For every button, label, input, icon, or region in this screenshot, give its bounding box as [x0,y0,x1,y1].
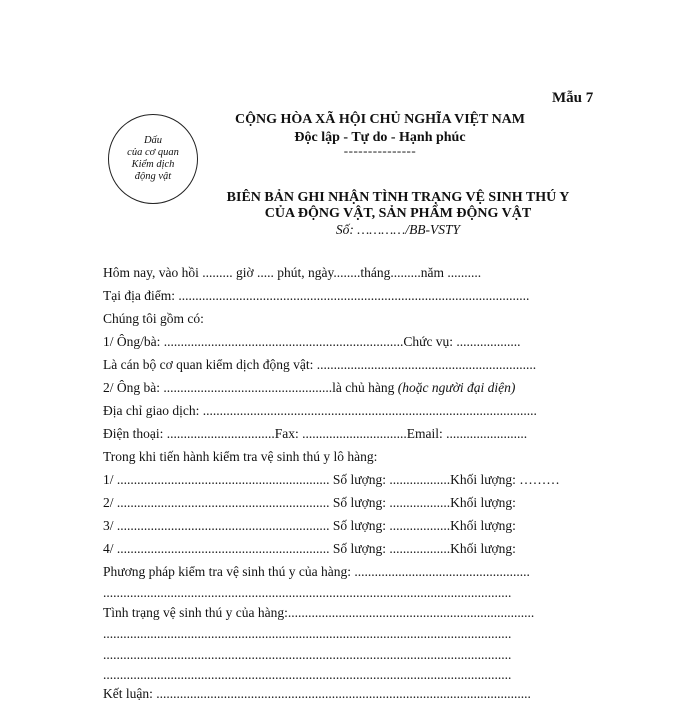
header-rule: --------------- [343,143,417,158]
stamp-line-1: Dấu [143,135,163,146]
lot-row: 2/ ............................................................... Số lượng: ..................Khối lượng: [103,495,516,510]
document-title-line-2: CỦA ĐỘNG VẬT, SẢN PHẨM ĐỘNG VẬT [264,206,532,221]
contact-line: Điện thoại: ................................Fax: ...............................Email: ........................ [103,426,528,441]
national-title: CỘNG HÒA XÃ HỘI CHỦ NGHĨA VIỆT NAM [234,112,526,127]
lot-row: 4/ ............................................................... Số lượng: ..................Khối lượng: [103,541,516,556]
inspection-method-line: Phương pháp kiểm tra vệ sinh thú y của hàng: .................................................... [103,564,530,579]
date-time-line: Hôm nay, vào hồi ......... giờ ..... phút, ngày........tháng.........năm .......... [103,265,482,280]
owner-line-text: 2/ Ông bà: ..................................................là chủ hàng [103,380,398,395]
document-number: Số: …………/BB-VSTY [335,222,461,237]
address-line: Địa chỉ giao dịch: ................................................................................................... [103,403,537,418]
stamp-line-4: động vật [134,171,172,182]
hygiene-status-line: Tình trạng vệ sinh thú y của hàng:......................................................................... [103,605,535,620]
owner-line [103,380,515,396]
participants-heading: Chúng tôi gồm có: [103,311,204,326]
lot-row: 1/ ............................................................... Số lượng: ..................Khối lượng: ……… [103,472,560,487]
blank-line: ......................................................................................................................... [103,647,512,662]
national-motto: Độc lập - Tự do - Hạnh phúc [294,130,466,145]
stamp-line-3: Kiểm dịch [131,159,175,170]
stamp-line-2: của cơ quan [127,147,179,158]
form-number-label: Mẫu 7 [552,90,594,106]
official-stamp-placeholder [108,114,198,204]
inspection-heading: Trong khi tiến hành kiểm tra vệ sinh thú y lô hàng: [103,449,378,464]
agency-line: Là cán bộ cơ quan kiểm dịch động vật: ................................................................. [103,357,537,372]
blank-line: ......................................................................................................................... [103,585,512,600]
blank-line: ......................................................................................................................... [103,626,512,641]
owner-representative-note: (hoặc người đại diện) [397,380,516,395]
officer-line: 1/ Ông/bà: .......................................................................Chức vụ: ................... [103,334,521,349]
lot-row: 3/ ............................................................... Số lượng: ..................Khối lượng: [103,518,516,533]
blank-line: ......................................................................................................................... [103,667,512,682]
conclusion-line: Kết luận: ............................................................................................................... [103,686,531,701]
document-title-line-1: BIÊN BẢN GHI NHẬN TÌNH TRẠNG VỆ SINH THÚ Y [226,190,570,205]
location-line: Tại địa điểm: ........................................................................................................ [103,288,530,303]
